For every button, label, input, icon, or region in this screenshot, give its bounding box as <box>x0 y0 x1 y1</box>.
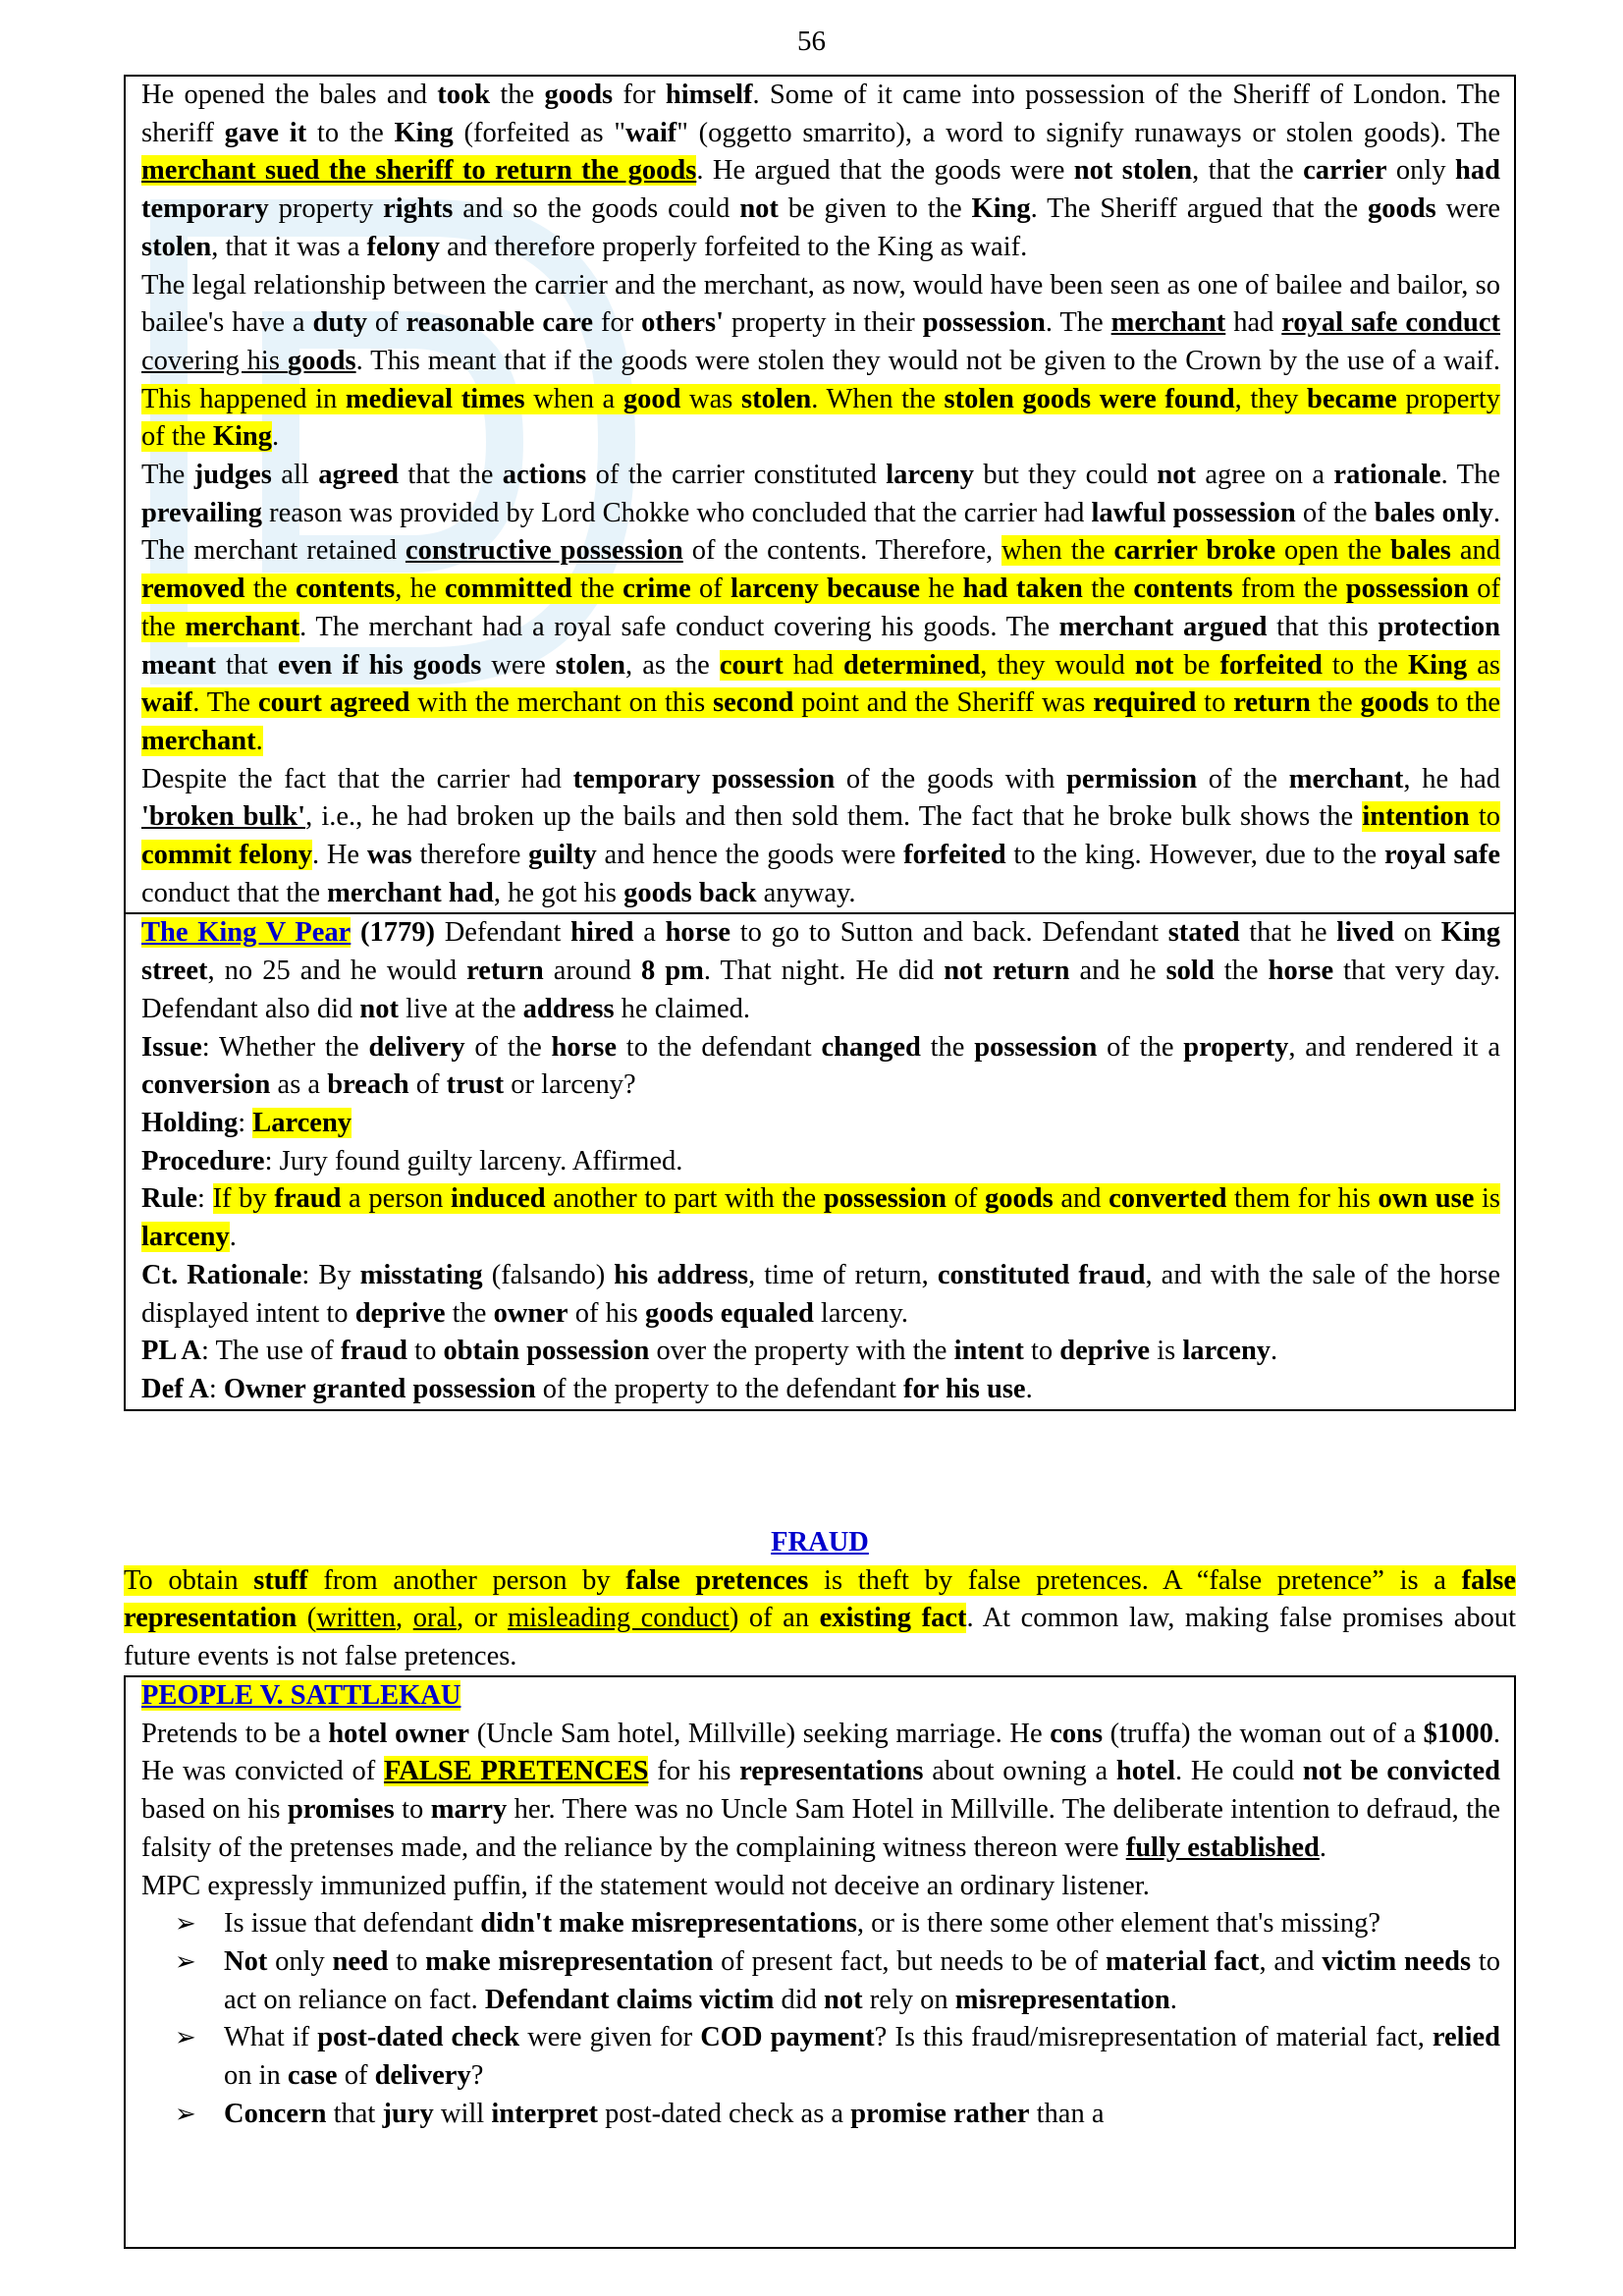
pear-defendant-argument: Def A: Owner granted possession of the property to the defendant for his use. <box>141 1373 1033 1404</box>
case-box-sattlekau <box>124 1675 1516 2249</box>
paragraph-facts: He opened the bales and took the goods for himself. Some of it came into possession of the Sheriff of London. The sheriff gave it to the King (forfeited as "waif" (oggetto smarrito), a word to signify runaways or stolen goods). The merchant sued the sheriff to return the goods. He argued that the goods were not stolen, that the carrier only had temporary property rights and so the goods could not be given to the King. The Sheriff argued that the goods were stolen, that it was a felony and therefore properly forfeited to the King as waif. <box>141 80 1500 262</box>
arrow-bullet-icon: ➢ <box>175 2023 196 2052</box>
paragraph-bailment: The legal relationship between the carrier and the merchant, as now, would have been seen as one of bailee and bailor, so bailee's have a duty of reasonable care for others' property in their possession. The merchant had royal safe conduct covering his goods. This meant that if the goods were stolen they would not be given to the Crown by the use of a waif. This happened in medieval times when a good was stolen. When the stolen goods were found, they became property of the King. <box>141 269 1501 453</box>
sattlekau-heading <box>141 1677 1500 1716</box>
pear-facts: The King V Pear (1779) Defendant hired a horse to go to Sutton and back. Defendant stated that he lived on King street, no 25 and he would return around 8 pm. That night. He did not return and he sold the horse that very day. Defendant also did not live at the address he claimed. <box>141 917 1500 1024</box>
case-link-people-v-sattlekau[interactable]: PEOPLE V. SATTLEKAU <box>141 1680 461 1711</box>
list-item: ➢ Concern that jury will interpret post-dated check as a promise rather than a <box>141 2096 1500 2134</box>
pear-plaintiff-argument: PL A: The use of fraud to obtain possession over the property with the intent to deprive is larceny. <box>141 1336 1278 1367</box>
pear-issue: Issue: Whether the delivery of the horse to the defendant changed the possession of the property, and rendered it a conversion as a breach of trust or larceny? <box>141 1031 1500 1101</box>
sattlekau-mpc: MPC expressly immunized puffin, if the statement would not deceive an ordinary listener. <box>141 1870 1150 1901</box>
pear-rationale: Ct. Rationale: By misstating (falsando) his address, time of return, constituted fraud, and with the sale of the horse displayed intent to deprive the owner of his goods equaled larceny. <box>141 1259 1501 1329</box>
arrow-bullet-icon: ➢ <box>175 1946 196 1976</box>
sattlekau-facts: Pretends to be a hotel owner (Uncle Sam hotel, Millville) seeking marriage. He cons (truffa) the woman out of a $1000. He was convicted of FALSE PRETENCES for his representations about owning a hotel. He could not be convicted based on his promises to marry her. There was no Uncle Sam Hotel in Millville. The deliberate intention to defraud, the falsity of the pretenses made, and the reliance by the complaining witness thereon were fully established. <box>141 1718 1501 1863</box>
paragraph-broken-bulk: Despite the fact that the carrier had temporary possession of the goods with permission of the merchant, he had 'broken bulk', i.e., he had broken up the bails and then sold them. The fact that he broke bulk shows the intention to commit felony. He was therefore guilty and hence the goods were forfeited to the king. However, due to the royal safe conduct that the merchant had, he got his goods back anyway. <box>141 763 1500 908</box>
sattlekau-bullets <box>141 1905 1500 2133</box>
list-item: ➢ What if post-dated check were given for COD payment? Is this fraud/misrepresentation of material fact, relied on in case of delivery? <box>141 2019 1500 2095</box>
pear-holding: Holding: Larceny <box>141 1107 352 1138</box>
pear-procedure: Procedure: Jury found guilty larceny. Affirmed. <box>141 1145 683 1176</box>
arrow-bullet-icon: ➢ <box>175 2099 196 2128</box>
paragraph-judges: The judges all agreed that the actions of the carrier constituted larceny but they could not agree on a rationale. The prevailing reason was provided by Lord Chokke who concluded that the carrier had lawful possession of the bales only. The merchant retained constructive possession of the contents. Therefore, when the carrier broke open the bales and removed the contents, he committed the crime of larceny because he had taken the contents from the possession of the merchant. The merchant had a royal safe conduct covering his goods. The merchant argued that this protection meant that even if his goods were stolen, as the court had determined, they would not be forfeited to the King as waif. The court agreed with the merchant on this second point and the Sheriff was required to return the goods to the merchant. <box>141 460 1500 756</box>
pear-rule: Rule: If by fraud a person induced another to part with the possession of goods and converted them for his own use is larceny. <box>141 1183 1501 1253</box>
list-item: ➢ Not only need to make misrepresentation of present fact, but needs to be of material fact, and victim needs to act on reliance on fact. Defendant claims victim did not rely on misrepresentation. <box>141 1943 1500 2019</box>
arrow-bullet-icon: ➢ <box>175 1909 196 1939</box>
list-item: ➢ Is issue that defendant didn't make misrepresentations, or is there some other element that's missing? <box>141 1905 1500 1943</box>
case-box-carrier <box>124 75 1516 1411</box>
fraud-heading <box>124 1524 1516 1562</box>
case-link-king-v-pear[interactable]: The King V Pear <box>141 917 352 949</box>
fraud-section <box>124 1524 1516 1676</box>
page-number: 56 <box>797 26 826 57</box>
fraud-definition: To obtain stuff from another person by false pretences is theft by false pretences. A “false pretence” is a false representation (written, oral, or misleading conduct) of an existing fact. At common law, making false promises about future events is not false pretences. <box>124 1564 1517 1672</box>
fraud-heading-link[interactable]: FRAUD <box>771 1527 869 1558</box>
